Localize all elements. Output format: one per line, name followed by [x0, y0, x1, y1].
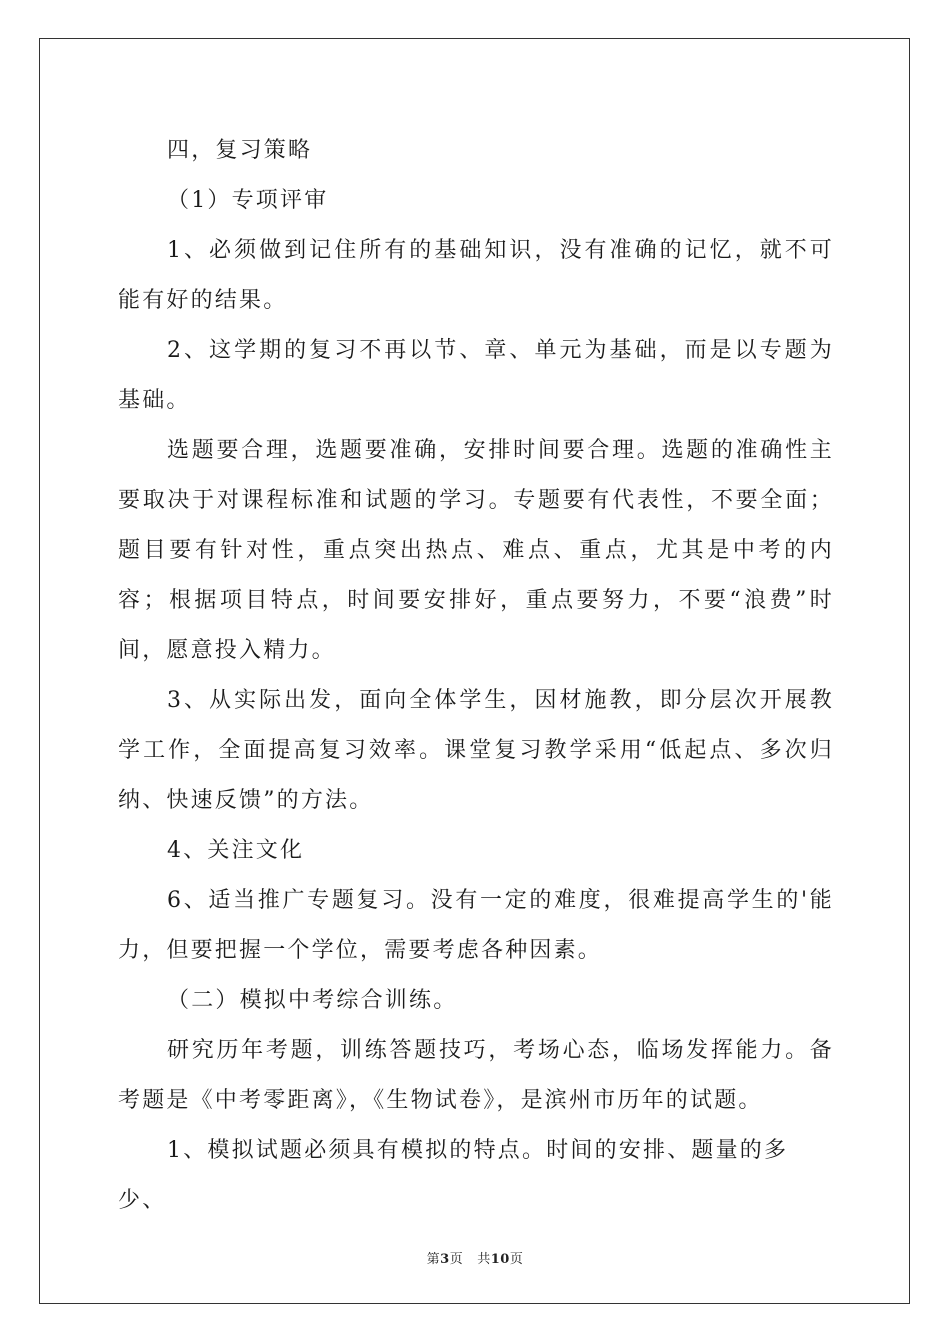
- paragraph: 4、关注文化: [167, 838, 305, 863]
- paragraph: 选题要合理，选题要准确，安排时间要合理。选题的准确性主要取决于对课程标准和试题的学习。专题要有代表性，不要全面；题目要有针对性，重点突出热点、难点、重点，尤其是中考的内容；根据项目特点，时间要安排好，重点要努力，不要“浪费”时间，愿意投入精力。: [118, 438, 834, 663]
- subsection-heading: （二）模拟中考综合训练。: [167, 988, 458, 1013]
- paragraph: 2、这学期的复习不再以节、章、单元为基础，而是以专题为基础。: [118, 338, 834, 413]
- paragraph: 研究历年考题，训练答题技巧，考场心态，临场发挥能力。备考题是《中考零距离》，《生物试卷》，是滨州市历年的试题。: [118, 1038, 834, 1113]
- page-footer: [0, 1248, 950, 1267]
- paragraph: 1、模拟试题必须具有模拟的特点。时间的安排、题量的多少、: [118, 1138, 789, 1213]
- footer-page-unit: 页: [449, 1252, 464, 1267]
- footer-prefix: 第: [426, 1252, 441, 1267]
- paragraph: 1、必须做到记住所有的基础知识，没有准确的记忆，就不可能有好的结果。: [118, 238, 834, 313]
- subsection-heading: （1）专项评审: [167, 188, 329, 213]
- paragraph: 3、从实际出发，面向全体学生，因材施教，即分层次开展教学工作，全面提高复习效率。课堂复习教学采用“低起点、多次归纳、快速反馈”的方法。: [118, 688, 834, 813]
- footer-total-prefix: 共: [477, 1252, 491, 1267]
- section-heading: 四，复习策略: [167, 138, 313, 163]
- document-body: [118, 126, 834, 1226]
- footer-total-unit: 页: [509, 1252, 524, 1267]
- total-page-count: 10: [490, 1252, 510, 1267]
- paragraph: 6、适当推广专题复习。没有一定的难度，很难提高学生的'能力，但要把握一个学位，需要考虑各种因素。: [118, 888, 834, 963]
- current-page-number: 3: [440, 1252, 450, 1267]
